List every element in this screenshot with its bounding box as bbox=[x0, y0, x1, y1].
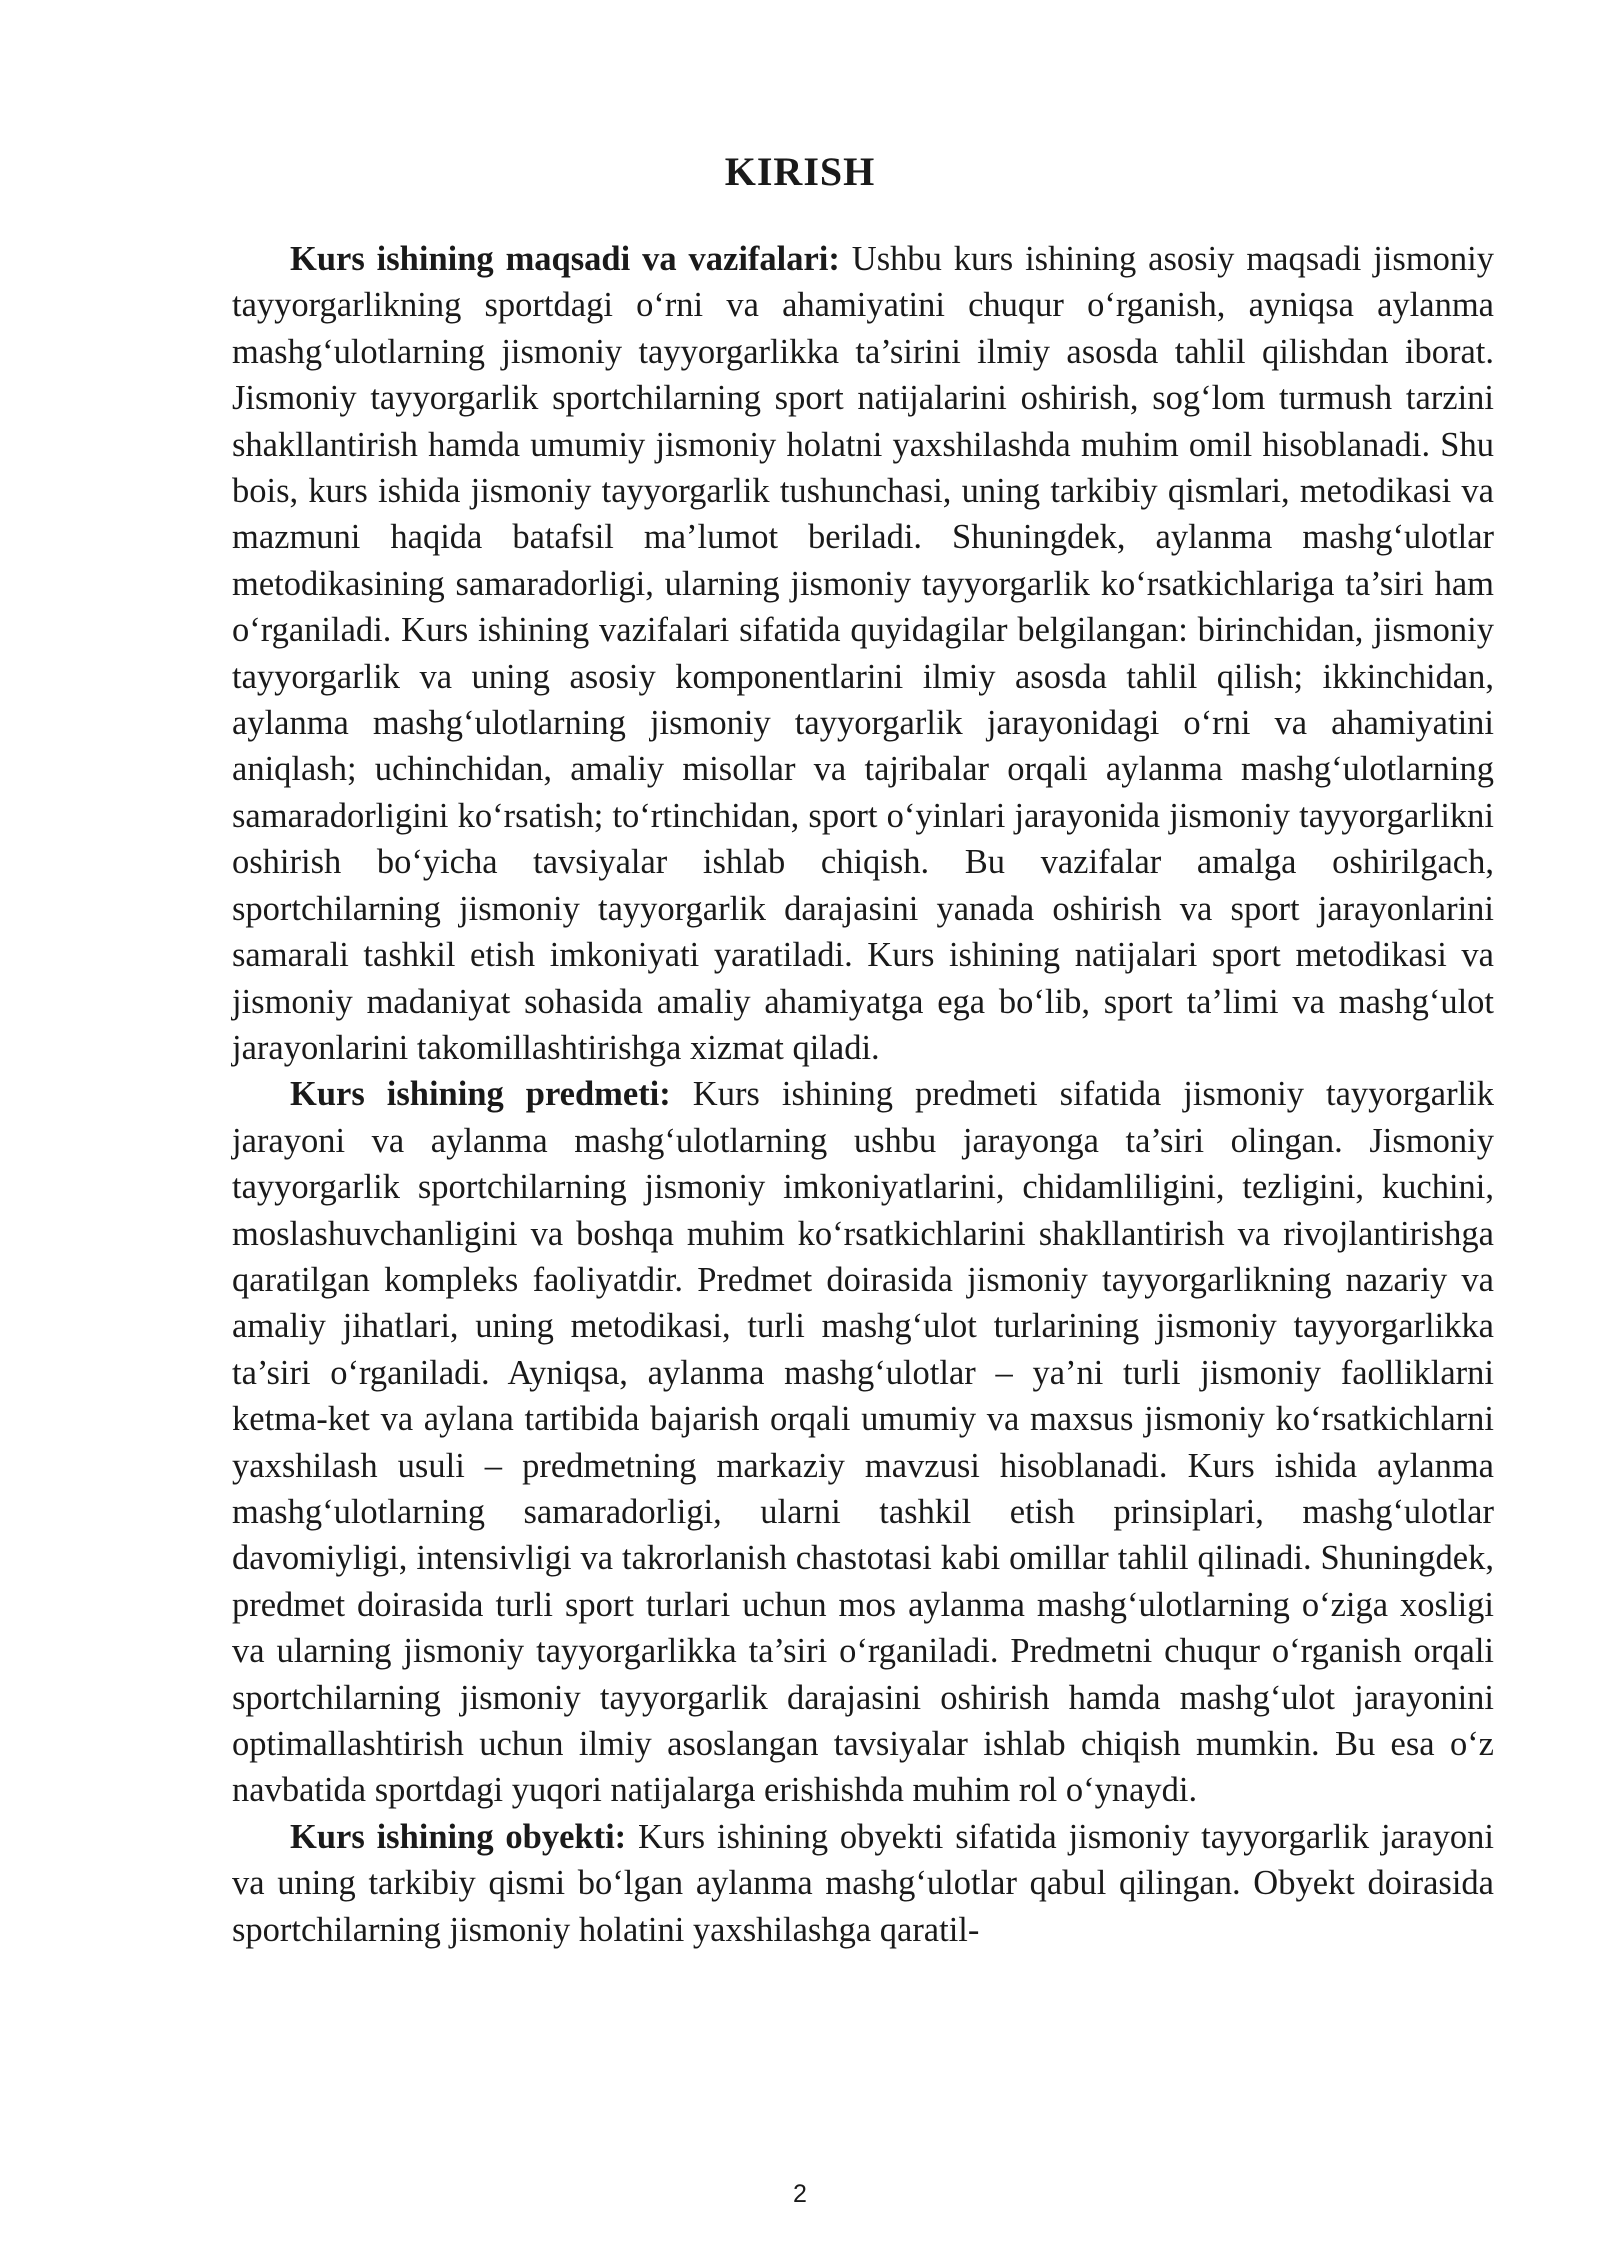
paragraph-aim-and-tasks bbox=[232, 236, 1494, 1071]
paragraph-text: Kurs ishining predmeti sifatida jismoniy tayyorgarlik jarayoni va aylanma mashg‘ulotlarning ushbu jarayonga ta’siri olingan. Jismoniy tayyorgarlik sportchilarning jismoniy imkoniyatlarini, chidamliligini, tezligini, kuchini, moslashuvchanligini va boshqa muhim ko‘rsatkichlarini shakllantirish va rivojlantirishga qaratilgan kompleks faoliyatdir. Predmet doirasida jismoniy tayyorgarlikning nazariy va amaliy jihatlari, uning metodikasi, turli mashg‘ulot turlarining jismoniy tayyorgarlikka ta’siri o‘rganiladi. Ayniqsa, aylanma mashg‘ulotlar – ya’ni turli jismoniy faolliklarni ketma-ket va aylana tartibida bajarish orqali umumiy va maxsus jismoniy ko‘rsatkichlarni yaxshilash usuli – predmetning markaziy mavzusi hisoblanadi. Kurs ishida aylanma mashg‘ulotlarning samaradorligi, ularni tashkil etish prinsiplari, mashg‘ulotlar davomiyligi, intensivligi va takrorlanish chastotasi kabi omillar tahlil qilinadi. Shuningdek, predmet doirasida turli sport turlari uchun mos aylanma mashg‘ulotlarning o‘ziga xosligi va ularning jismoniy tayyorgarlikka ta’siri o‘rganiladi. Predmetni chuqur o‘rganish orqali sportchilarning jismoniy tayyorgarlik darajasini oshirish hamda mashg‘ulot jarayonini optimallashtirish uchun ilmiy asoslangan tavsiyalar ishlab chiqish mumkin. Bu esa o‘z navbatida sportdagi yuqori natijalarga erishishda muhim rol o‘ynaydi. bbox=[232, 1075, 1494, 1810]
page-number: 2 bbox=[793, 2180, 807, 2208]
paragraph-label: Kurs ishining obyekti: bbox=[290, 1817, 627, 1856]
paragraph-subject bbox=[232, 1071, 1494, 1814]
paragraph-label: Kurs ishining predmeti: bbox=[290, 1075, 671, 1114]
page-title: KIRISH bbox=[724, 149, 876, 194]
body-text bbox=[232, 236, 1494, 1953]
paragraph-label: Kurs ishining maqsadi va vazifalari: bbox=[290, 240, 840, 278]
paragraph-text: Kurs ishining obyekti sifatida jismoniy tayyorgarlik jarayoni va uning tarkibiy qismi bo‘lgan aylanma mashg‘ulotlar qabul qilingan. Obyekt doirasida sportchilarning jismoniy holatini yaxshilashga qaratil- bbox=[232, 1817, 1494, 1949]
paragraph-object bbox=[232, 1814, 1494, 1953]
paragraph-text: Ushbu kurs ishining asosiy maqsadi jismoniy tayyorgarlikning sportdagi o‘rni va ahamiyatini chuqur o‘rganish, ayniqsa aylanma mashg‘ulotlarning jismoniy tayyorgarlikka ta’sirini ilmiy asosda tahlil qilishdan iborat. Jismoniy tayyorgarlik sportchilarning sport natijalarini oshirish, sog‘lom turmush tarzini shakllantirish hamda umumiy jismoniy holatni yaxshilashda muhim omil hisoblanadi. Shu bois, kurs ishida jismoniy tayyorgarlik tushunchasi, uning tarkibiy qismlari, metodikasi va mazmuni haqida batafsil ma’lumot beriladi. Shuningdek, aylanma mashg‘ulotlar metodikasining samaradorligi, ularning jismoniy tayyorgarlik ko‘rsatkichlariga ta’siri ham o‘rganiladi. Kurs ishining vazifalari sifatida quyidagilar belgilangan: birinchidan, jismoniy tayyorgarlik va uning asosiy komponentlarini ilmiy asosda tahlil qilish; ikkinchidan, aylanma mashg‘ulotlarning jismoniy tayyorgarlik jarayonidagi o‘rni va ahamiyatini aniqlash; uchinchidan, amaliy misollar va tajribalar orqali aylanma mashg‘ulotlarning samaradorligini ko‘rsatish; to‘rtinchidan, sport o‘yinlari jarayonida jismoniy tayyorgarlikni oshirish bo‘yicha tavsiyalar ishlab chiqish. Bu vazifalar amalga oshirilgach, sportchilarning jismoniy tayyorgarlik darajasini yanada oshirish va sport jarayonlarini samarali tashkil etish imkoniyati yaratiladi. Kurs ishining natijalari sport metodikasi va jismoniy madaniyat sohasida amaliy ahamiyatga ega bo‘lib, sport ta’limi va mashg‘ulot jarayonlarini takomillashtirishga xizmat qiladi. bbox=[232, 240, 1494, 1067]
